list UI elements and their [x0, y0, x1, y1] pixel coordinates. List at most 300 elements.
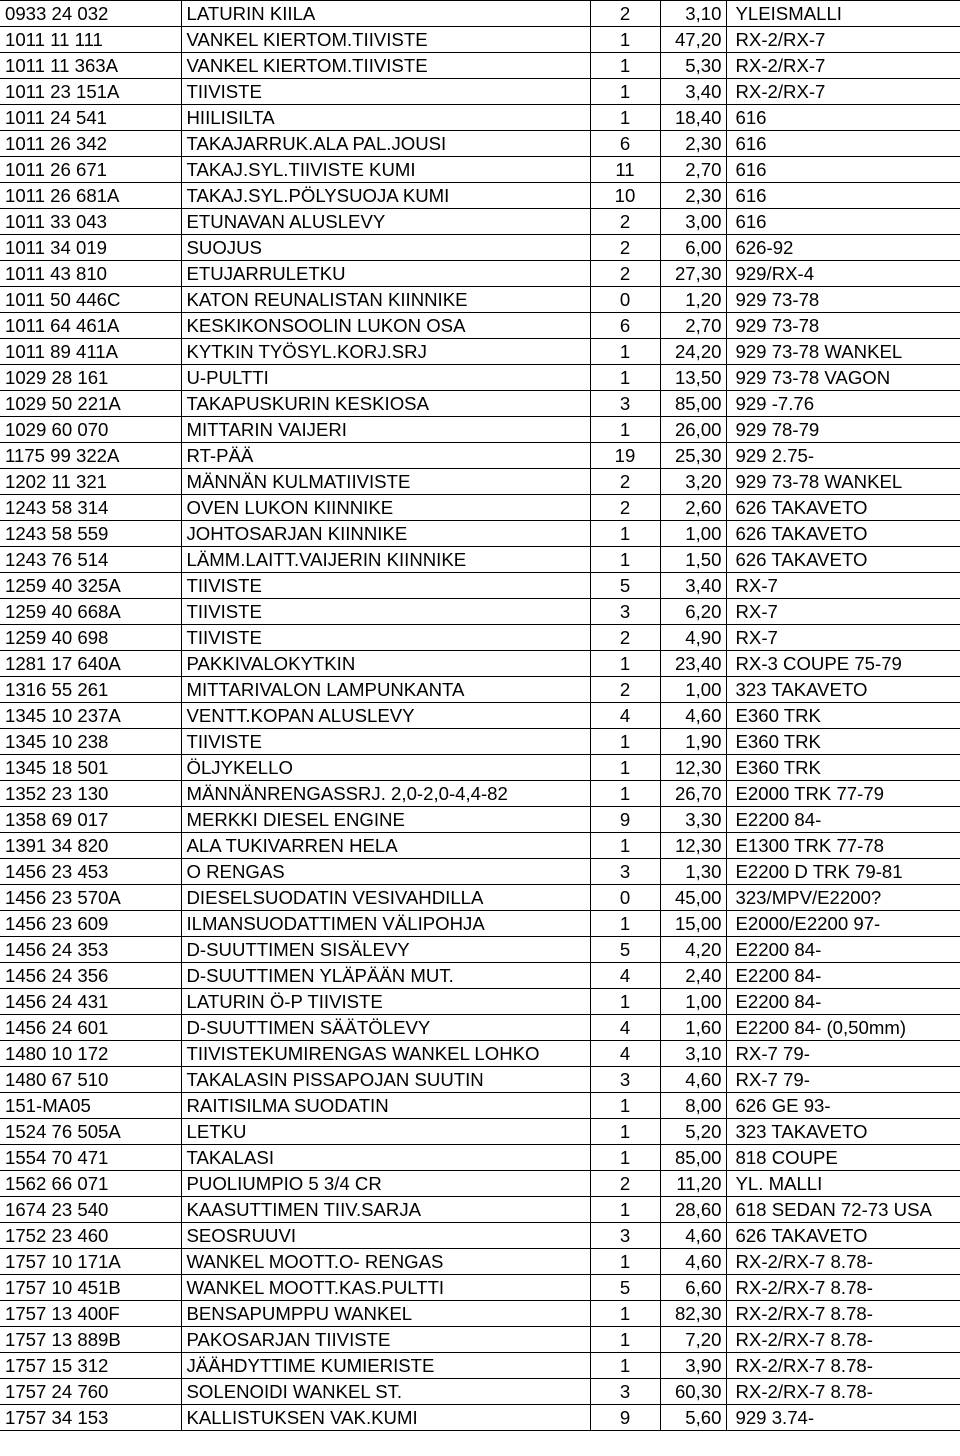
model-cell: 626-92: [726, 235, 960, 261]
model-cell: 929 73-78: [726, 287, 960, 313]
table-row: [0, 131, 960, 157]
part-name-cell: TIIVISTEKUMIRENGAS WANKEL LOHKO: [181, 1041, 590, 1067]
part-name-cell: ETUJARRULETKU: [181, 261, 590, 287]
part-name-cell: MITTARIVALON LAMPUNKANTA: [181, 677, 590, 703]
part-number-cell: 1554 70 471: [0, 1145, 181, 1171]
part-name-cell: JOHTOSARJAN KIINNIKE: [181, 521, 590, 547]
price-cell: 1,90: [660, 729, 726, 755]
quantity-cell: 3: [590, 1223, 660, 1249]
part-name-cell: SEOSRUUVI: [181, 1223, 590, 1249]
table-row: [0, 1015, 960, 1041]
model-cell: E360 TRK: [726, 703, 960, 729]
model-cell: 626 TAKAVETO: [726, 547, 960, 573]
part-number-cell: 1259 40 698: [0, 625, 181, 651]
table-row: [0, 1249, 960, 1275]
price-cell: 4,60: [660, 1223, 726, 1249]
part-number-cell: 1352 23 130: [0, 781, 181, 807]
price-cell: 11,20: [660, 1171, 726, 1197]
part-name-cell: ALA TUKIVARREN HELA: [181, 833, 590, 859]
table-row: [0, 703, 960, 729]
quantity-cell: 10: [590, 183, 660, 209]
part-number-cell: 1243 58 314: [0, 495, 181, 521]
quantity-cell: 1: [590, 79, 660, 105]
part-name-cell: D-SUUTTIMEN SISÄLEVY: [181, 937, 590, 963]
quantity-cell: 3: [590, 1379, 660, 1405]
table-row: [0, 573, 960, 599]
table-row: [0, 885, 960, 911]
part-number-cell: 1752 23 460: [0, 1223, 181, 1249]
table-row: [0, 651, 960, 677]
part-name-cell: D-SUUTTIMEN YLÄPÄÄN MUT.: [181, 963, 590, 989]
part-name-cell: KALLISTUKSEN VAK.KUMI: [181, 1405, 590, 1431]
model-cell: 929 73-78 WANKEL: [726, 339, 960, 365]
part-number-cell: 1011 43 810: [0, 261, 181, 287]
model-cell: E2200 84-: [726, 989, 960, 1015]
part-name-cell: VANKEL KIERTOM.TIIVISTE: [181, 27, 590, 53]
part-name-cell: TIIVISTE: [181, 729, 590, 755]
part-number-cell: 1011 50 446C: [0, 287, 181, 313]
quantity-cell: 1: [590, 911, 660, 937]
price-cell: 1,20: [660, 287, 726, 313]
part-name-cell: KESKIKONSOOLIN LUKON OSA: [181, 313, 590, 339]
quantity-cell: 1: [590, 417, 660, 443]
quantity-cell: 1: [590, 1093, 660, 1119]
table-row: [0, 235, 960, 261]
table-row: [0, 547, 960, 573]
quantity-cell: 2: [590, 495, 660, 521]
part-number-cell: 1243 76 514: [0, 547, 181, 573]
price-cell: 24,20: [660, 339, 726, 365]
part-name-cell: SUOJUS: [181, 235, 590, 261]
quantity-cell: 2: [590, 677, 660, 703]
part-name-cell: DIESELSUODATIN VESIVAHDILLA: [181, 885, 590, 911]
model-cell: RX-2/RX-7 8.78-: [726, 1353, 960, 1379]
table-row: [0, 963, 960, 989]
part-name-cell: TAKAJ.SYL.TIIVISTE KUMI: [181, 157, 590, 183]
price-cell: 2,70: [660, 313, 726, 339]
price-cell: 23,40: [660, 651, 726, 677]
quantity-cell: 1: [590, 105, 660, 131]
table-row: [0, 781, 960, 807]
part-name-cell: LETKU: [181, 1119, 590, 1145]
part-number-cell: 1757 34 153: [0, 1405, 181, 1431]
table-row: [0, 209, 960, 235]
part-name-cell: VENTT.KOPAN ALUSLEVY: [181, 703, 590, 729]
part-name-cell: U-PULTTI: [181, 365, 590, 391]
model-cell: E2000 TRK 77-79: [726, 781, 960, 807]
quantity-cell: 1: [590, 521, 660, 547]
table-row: [0, 755, 960, 781]
quantity-cell: 5: [590, 573, 660, 599]
quantity-cell: 1: [590, 1353, 660, 1379]
model-cell: 929 3.74-: [726, 1405, 960, 1431]
price-cell: 3,00: [660, 209, 726, 235]
quantity-cell: 0: [590, 885, 660, 911]
price-cell: 2,40: [660, 963, 726, 989]
price-cell: 26,70: [660, 781, 726, 807]
table-row: [0, 1119, 960, 1145]
price-cell: 1,00: [660, 677, 726, 703]
part-number-cell: 1316 55 261: [0, 677, 181, 703]
table-row: [0, 1405, 960, 1431]
quantity-cell: 1: [590, 339, 660, 365]
table-row: [0, 417, 960, 443]
part-number-cell: 1029 50 221A: [0, 391, 181, 417]
part-name-cell: MÄNNÄNRENGASSRJ. 2,0-2,0-4,4-82: [181, 781, 590, 807]
table-row: [0, 1197, 960, 1223]
price-cell: 1,50: [660, 547, 726, 573]
table-row: [0, 157, 960, 183]
parts-table-body: [0, 1, 960, 1431]
part-number-cell: 1391 34 820: [0, 833, 181, 859]
part-number-cell: 1011 33 043: [0, 209, 181, 235]
model-cell: RX-2/RX-7: [726, 53, 960, 79]
part-name-cell: SOLENOIDI WANKEL ST.: [181, 1379, 590, 1405]
table-row: [0, 339, 960, 365]
part-number-cell: 1011 34 019: [0, 235, 181, 261]
quantity-cell: 1: [590, 833, 660, 859]
model-cell: E360 TRK: [726, 729, 960, 755]
quantity-cell: 4: [590, 1015, 660, 1041]
price-cell: 6,20: [660, 599, 726, 625]
quantity-cell: 1: [590, 547, 660, 573]
table-row: [0, 1067, 960, 1093]
table-row: [0, 53, 960, 79]
model-cell: 616: [726, 209, 960, 235]
part-name-cell: BENSAPUMPPU WANKEL: [181, 1301, 590, 1327]
table-row: [0, 1171, 960, 1197]
price-cell: 6,60: [660, 1275, 726, 1301]
part-name-cell: TIIVISTE: [181, 573, 590, 599]
quantity-cell: 1: [590, 1145, 660, 1171]
model-cell: RX-7: [726, 573, 960, 599]
model-cell: RX-2/RX-7: [726, 27, 960, 53]
price-cell: 28,60: [660, 1197, 726, 1223]
quantity-cell: 2: [590, 469, 660, 495]
price-cell: 2,30: [660, 183, 726, 209]
part-name-cell: LÄMM.LAITT.VAIJERIN KIINNIKE: [181, 547, 590, 573]
part-name-cell: LATURIN KIILA: [181, 1, 590, 27]
part-number-cell: 1011 23 151A: [0, 79, 181, 105]
part-number-cell: 1011 26 671: [0, 157, 181, 183]
quantity-cell: 1: [590, 989, 660, 1015]
quantity-cell: 3: [590, 599, 660, 625]
model-cell: E360 TRK: [726, 755, 960, 781]
part-name-cell: TAKAPUSKURIN KESKIOSA: [181, 391, 590, 417]
quantity-cell: 6: [590, 131, 660, 157]
part-name-cell: TAKALASI: [181, 1145, 590, 1171]
quantity-cell: 1: [590, 729, 660, 755]
table-row: [0, 261, 960, 287]
quantity-cell: 5: [590, 1275, 660, 1301]
quantity-cell: 3: [590, 391, 660, 417]
part-name-cell: TAKAJARRUK.ALA PAL.JOUSI: [181, 131, 590, 157]
table-row: [0, 1145, 960, 1171]
part-number-cell: 1757 13 400F: [0, 1301, 181, 1327]
model-cell: RX-2/RX-7 8.78-: [726, 1301, 960, 1327]
part-number-cell: 1011 11 111: [0, 27, 181, 53]
quantity-cell: 3: [590, 859, 660, 885]
table-row: [0, 27, 960, 53]
table-row: [0, 1093, 960, 1119]
quantity-cell: 1: [590, 365, 660, 391]
part-number-cell: 1480 67 510: [0, 1067, 181, 1093]
part-name-cell: ÖLJYKELLO: [181, 755, 590, 781]
price-cell: 5,20: [660, 1119, 726, 1145]
model-cell: 616: [726, 157, 960, 183]
part-number-cell: 1011 26 681A: [0, 183, 181, 209]
model-cell: E2200 84-: [726, 937, 960, 963]
price-cell: 82,30: [660, 1301, 726, 1327]
quantity-cell: 1: [590, 755, 660, 781]
model-cell: 929 73-78 VAGON: [726, 365, 960, 391]
table-row: [0, 859, 960, 885]
table-row: [0, 1353, 960, 1379]
quantity-cell: 1: [590, 53, 660, 79]
model-cell: RX-7 79-: [726, 1067, 960, 1093]
price-cell: 47,20: [660, 27, 726, 53]
quantity-cell: 4: [590, 703, 660, 729]
price-cell: 2,60: [660, 495, 726, 521]
quantity-cell: 4: [590, 963, 660, 989]
part-number-cell: 1456 23 609: [0, 911, 181, 937]
table-row: [0, 1301, 960, 1327]
part-number-cell: 1757 24 760: [0, 1379, 181, 1405]
price-cell: 85,00: [660, 391, 726, 417]
model-cell: YL. MALLI: [726, 1171, 960, 1197]
price-cell: 4,20: [660, 937, 726, 963]
price-cell: 13,50: [660, 365, 726, 391]
price-cell: 6,00: [660, 235, 726, 261]
price-cell: 12,30: [660, 755, 726, 781]
price-cell: 18,40: [660, 105, 726, 131]
part-name-cell: MERKKI DIESEL ENGINE: [181, 807, 590, 833]
part-number-cell: 1259 40 668A: [0, 599, 181, 625]
model-cell: 929/RX-4: [726, 261, 960, 287]
part-name-cell: RAITISILMA SUODATIN: [181, 1093, 590, 1119]
part-name-cell: MITTARIN VAIJERI: [181, 417, 590, 443]
part-name-cell: ILMANSUODATTIMEN VÄLIPOHJA: [181, 911, 590, 937]
price-cell: 5,60: [660, 1405, 726, 1431]
part-number-cell: 1456 23 570A: [0, 885, 181, 911]
model-cell: YLEISMALLI: [726, 1, 960, 27]
model-cell: E1300 TRK 77-78: [726, 833, 960, 859]
quantity-cell: 1: [590, 1301, 660, 1327]
table-row: [0, 495, 960, 521]
table-row: [0, 105, 960, 131]
part-number-cell: 1281 17 640A: [0, 651, 181, 677]
model-cell: RX-3 COUPE 75-79: [726, 651, 960, 677]
price-cell: 2,70: [660, 157, 726, 183]
model-cell: 626 GE 93-: [726, 1093, 960, 1119]
table-row: [0, 1223, 960, 1249]
model-cell: 929 73-78: [726, 313, 960, 339]
price-cell: 2,30: [660, 131, 726, 157]
price-cell: 27,30: [660, 261, 726, 287]
part-number-cell: 1674 23 540: [0, 1197, 181, 1223]
part-name-cell: LATURIN Ö-P TIIVISTE: [181, 989, 590, 1015]
quantity-cell: 1: [590, 1327, 660, 1353]
model-cell: 323 TAKAVETO: [726, 1119, 960, 1145]
quantity-cell: 1: [590, 1249, 660, 1275]
quantity-cell: 1: [590, 1119, 660, 1145]
table-row: [0, 1275, 960, 1301]
model-cell: 818 COUPE: [726, 1145, 960, 1171]
price-cell: 4,90: [660, 625, 726, 651]
price-cell: 1,60: [660, 1015, 726, 1041]
part-name-cell: JÄÄHDYTTIME KUMIERISTE: [181, 1353, 590, 1379]
table-row: [0, 1041, 960, 1067]
model-cell: E2000/E2200 97-: [726, 911, 960, 937]
quantity-cell: 6: [590, 313, 660, 339]
quantity-cell: 4: [590, 1041, 660, 1067]
part-name-cell: ETUNAVAN ALUSLEVY: [181, 209, 590, 235]
price-cell: 3,40: [660, 573, 726, 599]
part-name-cell: PAKKIVALOKYTKIN: [181, 651, 590, 677]
quantity-cell: 3: [590, 1067, 660, 1093]
quantity-cell: 1: [590, 781, 660, 807]
part-number-cell: 1202 11 321: [0, 469, 181, 495]
quantity-cell: 5: [590, 937, 660, 963]
price-cell: 15,00: [660, 911, 726, 937]
part-number-cell: 0933 24 032: [0, 1, 181, 27]
model-cell: 929 78-79: [726, 417, 960, 443]
price-cell: 45,00: [660, 885, 726, 911]
price-cell: 1,00: [660, 989, 726, 1015]
quantity-cell: 2: [590, 1, 660, 27]
price-cell: 4,60: [660, 1249, 726, 1275]
model-cell: 616: [726, 183, 960, 209]
part-name-cell: HIILISILTA: [181, 105, 590, 131]
model-cell: RX-2/RX-7: [726, 79, 960, 105]
table-row: [0, 521, 960, 547]
part-name-cell: KATON REUNALISTAN KIINNIKE: [181, 287, 590, 313]
quantity-cell: 1: [590, 651, 660, 677]
price-cell: 12,30: [660, 833, 726, 859]
part-number-cell: 1456 23 453: [0, 859, 181, 885]
part-number-cell: 1757 15 312: [0, 1353, 181, 1379]
part-number-cell: 1358 69 017: [0, 807, 181, 833]
part-name-cell: VANKEL KIERTOM.TIIVISTE: [181, 53, 590, 79]
part-number-cell: 1757 10 451B: [0, 1275, 181, 1301]
price-cell: 3,10: [660, 1, 726, 27]
model-cell: 616: [726, 105, 960, 131]
quantity-cell: 0: [590, 287, 660, 313]
part-name-cell: PAKOSARJAN TIIVISTE: [181, 1327, 590, 1353]
part-number-cell: 1011 24 541: [0, 105, 181, 131]
model-cell: RX-7: [726, 599, 960, 625]
part-name-cell: TIIVISTE: [181, 79, 590, 105]
model-cell: RX-2/RX-7 8.78-: [726, 1275, 960, 1301]
part-name-cell: TAKAJ.SYL.PÖLYSUOJA KUMI: [181, 183, 590, 209]
part-number-cell: 1456 24 431: [0, 989, 181, 1015]
part-name-cell: TAKALASIN PISSAPOJAN SUUTIN: [181, 1067, 590, 1093]
table-row: [0, 183, 960, 209]
quantity-cell: 9: [590, 807, 660, 833]
table-row: [0, 287, 960, 313]
part-number-cell: 1011 26 342: [0, 131, 181, 157]
price-cell: 1,30: [660, 859, 726, 885]
table-row: [0, 443, 960, 469]
model-cell: 323/MPV/E2200?: [726, 885, 960, 911]
quantity-cell: 2: [590, 235, 660, 261]
price-cell: 3,40: [660, 79, 726, 105]
model-cell: 626 TAKAVETO: [726, 521, 960, 547]
quantity-cell: 1: [590, 27, 660, 53]
model-cell: E2200 84- (0,50mm): [726, 1015, 960, 1041]
quantity-cell: 1: [590, 1197, 660, 1223]
part-number-cell: 1011 11 363A: [0, 53, 181, 79]
table-row: [0, 1379, 960, 1405]
price-cell: 3,20: [660, 469, 726, 495]
model-cell: 626 TAKAVETO: [726, 1223, 960, 1249]
quantity-cell: 11: [590, 157, 660, 183]
table-row: [0, 937, 960, 963]
model-cell: 618 SEDAN 72-73 USA: [726, 1197, 960, 1223]
price-cell: 5,30: [660, 53, 726, 79]
part-number-cell: 1456 24 353: [0, 937, 181, 963]
table-row: [0, 677, 960, 703]
part-number-cell: 1011 64 461A: [0, 313, 181, 339]
table-row: [0, 807, 960, 833]
part-number-cell: 1456 24 601: [0, 1015, 181, 1041]
price-cell: 4,60: [660, 1067, 726, 1093]
part-number-cell: 1243 58 559: [0, 521, 181, 547]
model-cell: 616: [726, 131, 960, 157]
price-cell: 25,30: [660, 443, 726, 469]
part-name-cell: WANKEL MOOTT.O- RENGAS: [181, 1249, 590, 1275]
part-name-cell: PUOLIUMPIO 5 3/4 CR: [181, 1171, 590, 1197]
part-name-cell: RT-PÄÄ: [181, 443, 590, 469]
part-name-cell: OVEN LUKON KIINNIKE: [181, 495, 590, 521]
table-row: [0, 729, 960, 755]
part-number-cell: 1757 10 171A: [0, 1249, 181, 1275]
part-name-cell: TIIVISTE: [181, 625, 590, 651]
part-name-cell: WANKEL MOOTT.KAS.PULTTI: [181, 1275, 590, 1301]
part-name-cell: MÄNNÄN KULMATIIVISTE: [181, 469, 590, 495]
quantity-cell: 2: [590, 625, 660, 651]
part-number-cell: 1029 28 161: [0, 365, 181, 391]
table-row: [0, 469, 960, 495]
part-name-cell: KAASUTTIMEN TIIV.SARJA: [181, 1197, 590, 1223]
part-number-cell: 1345 10 238: [0, 729, 181, 755]
model-cell: RX-7: [726, 625, 960, 651]
price-cell: 60,30: [660, 1379, 726, 1405]
table-row: [0, 1327, 960, 1353]
part-name-cell: TIIVISTE: [181, 599, 590, 625]
table-row: [0, 625, 960, 651]
table-row: [0, 833, 960, 859]
model-cell: 929 73-78 WANKEL: [726, 469, 960, 495]
quantity-cell: 2: [590, 209, 660, 235]
model-cell: RX-2/RX-7 8.78-: [726, 1379, 960, 1405]
price-cell: 7,20: [660, 1327, 726, 1353]
price-cell: 3,90: [660, 1353, 726, 1379]
model-cell: RX-7 79-: [726, 1041, 960, 1067]
model-cell: E2200 84-: [726, 807, 960, 833]
part-number-cell: 1480 10 172: [0, 1041, 181, 1067]
table-row: [0, 313, 960, 339]
model-cell: RX-2/RX-7 8.78-: [726, 1249, 960, 1275]
table-row: [0, 1, 960, 27]
part-number-cell: 1011 89 411A: [0, 339, 181, 365]
table-row: [0, 391, 960, 417]
price-cell: 4,60: [660, 703, 726, 729]
part-number-cell: 1175 99 322A: [0, 443, 181, 469]
model-cell: 929 2.75-: [726, 443, 960, 469]
table-row: [0, 79, 960, 105]
part-number-cell: 1757 13 889B: [0, 1327, 181, 1353]
